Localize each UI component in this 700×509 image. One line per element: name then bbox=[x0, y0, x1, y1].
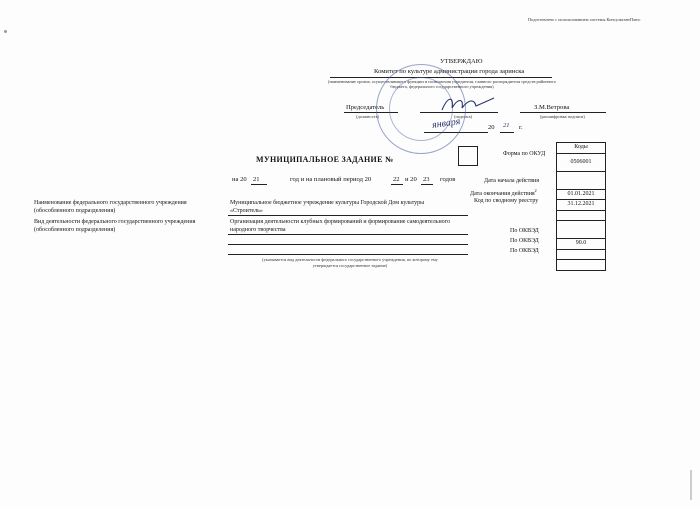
code-label-okved-2: По ОКВЭД bbox=[510, 238, 539, 244]
code-label-okved-1: По ОКВЭД bbox=[510, 228, 539, 234]
code-value-okud: 0506001 bbox=[557, 153, 606, 171]
document-title: МУНИЦИПАЛЬНОЕ ЗАДАНИЕ № bbox=[256, 155, 394, 164]
handwritten-signature bbox=[438, 92, 498, 116]
signature-caption: (подпись) bbox=[454, 114, 473, 119]
date-year-prefix: 20 bbox=[488, 124, 495, 131]
task-number-box bbox=[458, 146, 478, 166]
institution-value: Муниципальное бюджетное учреждение культуры Городской Дом культуры «Строитель» bbox=[230, 200, 425, 214]
code-label-okud: Форма по ОКУД bbox=[503, 151, 546, 157]
period-suffix: годов bbox=[440, 176, 456, 183]
period-prefix: на 20 bbox=[232, 176, 247, 183]
plan-year-1-underline bbox=[391, 184, 403, 185]
position-caption: (должность) bbox=[356, 114, 380, 119]
institution-underline bbox=[228, 215, 468, 216]
period-and: и 20 bbox=[405, 176, 417, 183]
approval-title: УТВЕРЖДАЮ bbox=[440, 58, 483, 65]
codes-table bbox=[556, 142, 606, 271]
scan-speck bbox=[4, 30, 7, 33]
code-value-start-date: 01.01.2021 bbox=[557, 189, 606, 200]
scan-edge bbox=[690, 470, 692, 500]
activity-value: Организация деятельности клубных формирований и формирование самодеятельного народного творчества bbox=[230, 219, 450, 233]
date-year-suffix: 21 bbox=[503, 122, 510, 129]
code-value-okved-3 bbox=[557, 260, 606, 271]
activity-underline-1 bbox=[228, 234, 468, 235]
activity-caption: (указывается вид деятельности федерального государственного учреждения, по которому ему утверждается государственное задание) bbox=[262, 257, 438, 268]
code-value-registry bbox=[557, 210, 606, 221]
period-middle: год и на плановый период 20 bbox=[290, 176, 372, 183]
codes-header: Коды bbox=[557, 143, 606, 154]
code-label-registry: Код по сводному реестру bbox=[474, 198, 539, 204]
approval-organization: Комитет по культуре администрации города заринска bbox=[374, 68, 525, 75]
code-label-okved-3: По ОКВЭД bbox=[510, 248, 539, 254]
plan-year-1: 22 bbox=[393, 176, 400, 183]
plan-year-2-underline bbox=[421, 184, 433, 185]
date-month-handwritten: января bbox=[431, 116, 462, 131]
period-year: 21 bbox=[253, 176, 260, 183]
approval-name: З.М.Ветрова bbox=[534, 104, 570, 111]
code-label-end-date: Дата окончания действия$^2$ bbox=[470, 188, 537, 197]
institution-label: Наименование федерального государственного учреждения (обособленного подразделения) bbox=[34, 200, 187, 214]
code-blank-row bbox=[557, 171, 606, 189]
activity-underline-3 bbox=[228, 254, 468, 255]
code-value-end-date: 31.12.2021 bbox=[557, 200, 606, 211]
plan-year-2: 23 bbox=[423, 176, 430, 183]
code-blank-row-2 bbox=[557, 221, 606, 239]
code-value-okved-2 bbox=[557, 249, 606, 260]
code-label-start-date: Дата начала действия bbox=[484, 178, 539, 184]
approval-position: Председатель bbox=[346, 104, 385, 111]
date-year-unit: г. bbox=[519, 124, 523, 131]
name-underline bbox=[520, 112, 606, 113]
name-caption: (расшифровка подписи) bbox=[540, 114, 585, 119]
period-year-underline bbox=[251, 184, 267, 185]
header-note: Подготовлено с использованием системы КонсультантПлюс bbox=[528, 17, 641, 22]
activity-label: Вид деятельности федерального государственного учреждения (обособленного подразделения) bbox=[34, 219, 196, 233]
organization-caption: (наименование органа, осуществляющего функции и полномочия учредителя, главного распорядителя средств районного бюджета, федерального государственного учреждения) bbox=[328, 79, 556, 89]
activity-underline-2 bbox=[228, 244, 468, 245]
date-year-underline bbox=[500, 132, 514, 133]
code-value-okved-1: 90.0 bbox=[557, 239, 606, 250]
